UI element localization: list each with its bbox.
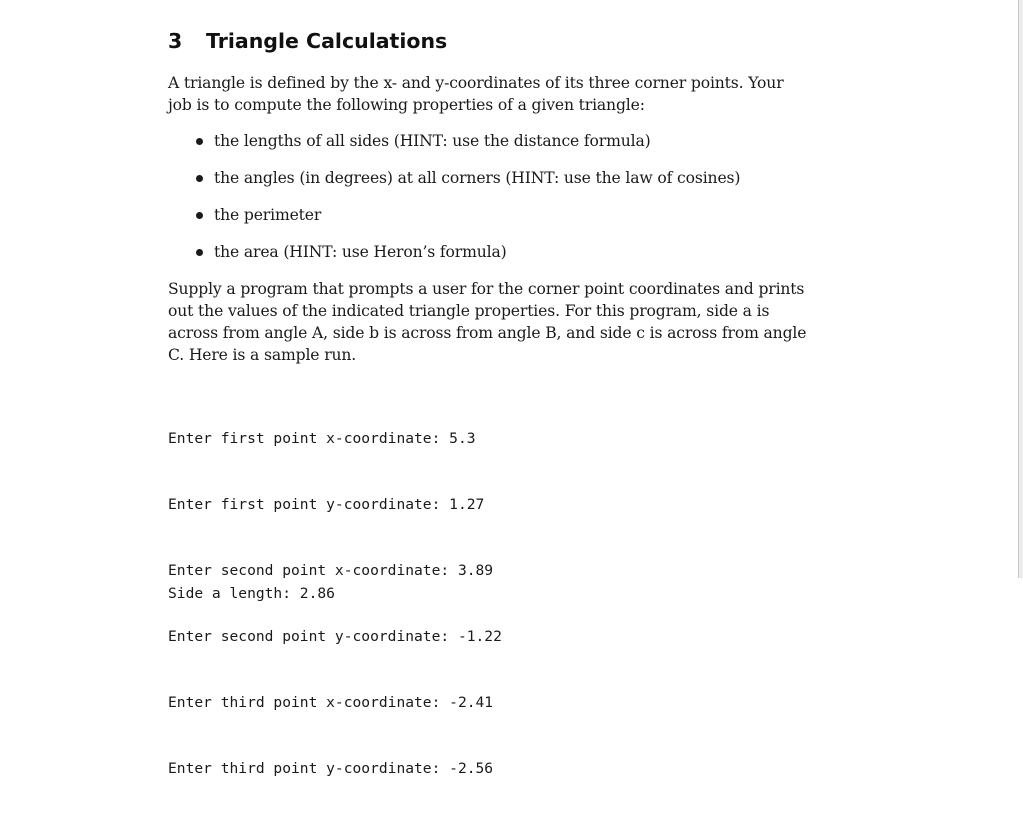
sample-output-code — [168, 539, 335, 649]
list-item — [196, 241, 740, 278]
list-item — [196, 167, 740, 204]
list-item-text: the angles (in degrees) at all corners (HINT: use the law of cosines) — [214, 169, 741, 187]
code-line: Enter first point x-coordinate: 5.3 — [168, 430, 476, 447]
list-item — [196, 204, 740, 241]
list-item-text: the perimeter — [214, 206, 322, 224]
list-item-text: the area (HINT: use Heron’s formula) — [214, 243, 507, 261]
bullet-icon — [196, 175, 203, 182]
list-item — [196, 130, 740, 167]
intro-paragraph: A triangle is defined by the x- and y-coordinates of its three corner points. Your job is to compute the following properties of a given triangle: — [168, 74, 784, 114]
bullet-icon — [196, 212, 203, 219]
code-line: Enter third point x-coordinate: -2.41 — [168, 694, 494, 711]
viewer-scrollbar-track[interactable] — [1019, 0, 1023, 578]
code-line: Enter second point x-coordinate: 3.89 — [168, 562, 494, 579]
bullet-icon — [196, 138, 203, 145]
list-item-text: the lengths of all sides (HINT: use the distance formula) — [214, 132, 651, 150]
code-line: Enter third point y-coordinate: -2.56 — [168, 760, 494, 777]
section-number: 3 — [168, 29, 183, 53]
section-title: Triangle Calculations — [206, 29, 448, 53]
code-line: Side a length: 2.86 — [168, 585, 335, 602]
property-list — [196, 130, 740, 278]
bullet-icon — [196, 249, 203, 256]
code-line: Enter first point y-coordinate: 1.27 — [168, 496, 485, 513]
instructions-paragraph: Supply a program that prompts a user for the corner point coordinates and prints out the values of the indicated triangle properties. For this program, side a is across from angle A, side b is across from angle B, and side c is across from angle C. Here is a sample run. — [168, 280, 807, 364]
code-line: Enter second point y-coordinate: -1.22 — [168, 628, 502, 645]
section-heading — [168, 28, 447, 54]
